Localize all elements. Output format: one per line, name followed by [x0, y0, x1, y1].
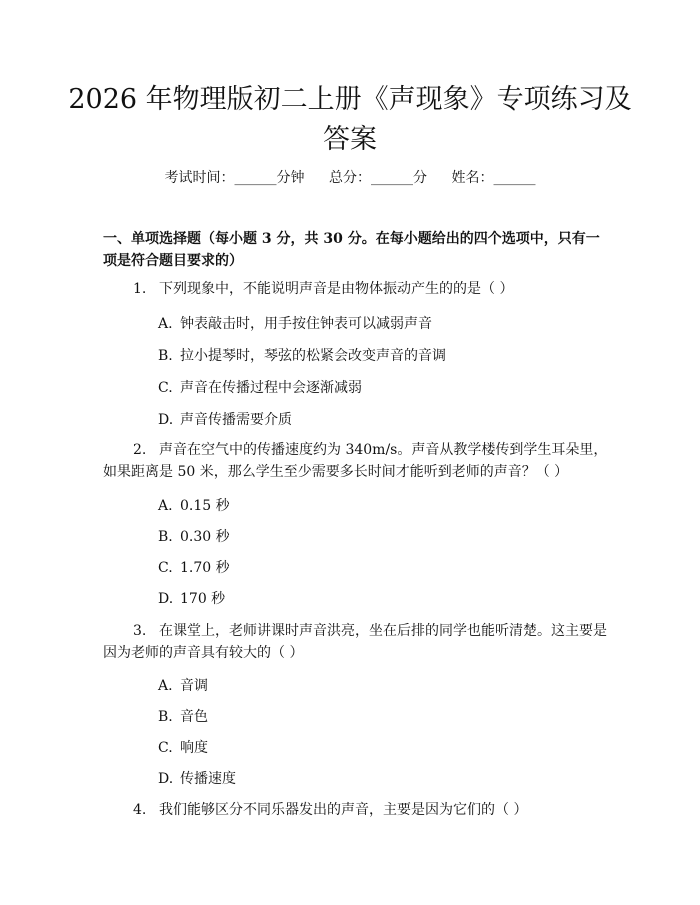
option-text: 音调 — [180, 678, 208, 694]
option-letter: B. — [158, 529, 173, 545]
question-number: 4. — [133, 802, 147, 818]
question-3 — [103, 620, 608, 664]
question-text: 下列现象中，不能说明声音是由物体振动产生的的是（ ） — [159, 281, 514, 297]
option-letter: D. — [158, 412, 174, 428]
question-4 — [103, 799, 608, 821]
option-text: 传播速度 — [180, 771, 236, 787]
q1-option-a — [158, 314, 432, 334]
question-number: 3. — [133, 623, 147, 639]
question-number: 2. — [133, 442, 147, 458]
question-1 — [103, 278, 608, 300]
q2-option-b — [158, 527, 230, 547]
option-text: 170 秒 — [180, 591, 226, 607]
option-letter: A. — [158, 678, 173, 694]
q3-option-d — [158, 769, 236, 789]
option-text: 1.70 秒 — [180, 560, 230, 576]
q3-option-a — [158, 676, 208, 696]
option-text: 钟表敲击时，用手按住钟表可以减弱声音 — [180, 316, 432, 332]
exam-meta — [0, 168, 700, 188]
document-title: 2026 年物理版初二上册《声现象》专项练习及答案 — [68, 84, 632, 155]
student-name-field: 姓名：______ — [451, 170, 536, 186]
option-text: 0.15 秒 — [180, 498, 230, 514]
option-letter: D. — [158, 771, 174, 787]
option-text: 声音传播需要介质 — [180, 412, 292, 428]
total-score-field: 总分：______分 — [329, 170, 427, 186]
option-letter: B. — [158, 348, 173, 364]
q2-option-c — [158, 558, 230, 578]
question-2 — [103, 439, 608, 483]
q1-option-c — [158, 378, 362, 398]
q3-option-c — [158, 738, 208, 758]
exam-time-field: 考试时间：______分钟 — [164, 170, 305, 186]
q2-option-a — [158, 496, 230, 516]
q1-option-b — [158, 346, 446, 366]
option-text: 音色 — [180, 709, 208, 725]
q2-option-d — [158, 589, 225, 609]
q3-option-b — [158, 707, 208, 727]
question-number: 1. — [133, 281, 147, 297]
option-text: 响度 — [180, 740, 208, 756]
option-letter: C. — [158, 740, 173, 756]
option-letter: D. — [158, 591, 174, 607]
option-letter: A. — [158, 498, 173, 514]
option-letter: C. — [158, 560, 173, 576]
question-text: 我们能够区分不同乐器发出的声音，主要是因为它们的（ ） — [159, 802, 528, 818]
option-text: 拉小提琴时，琴弦的松紧会改变声音的音调 — [180, 348, 446, 364]
question-text: 声音在空气中的传播速度约为 340m/s。声音从教学楼传到学生耳朵里，如果距离是 50 米，那么学生至少需要多长时间才能听到老师的声音？（ ） — [103, 442, 608, 480]
option-letter: C. — [158, 380, 173, 396]
section-heading: 一、单项选择题（每小题 3 分，共 30 分。在每小题给出的四个选项中，只有一项是符合题目要求的） — [103, 231, 600, 269]
option-text: 声音在传播过程中会逐渐减弱 — [180, 380, 362, 396]
option-text: 0.30 秒 — [180, 529, 230, 545]
option-letter: B. — [158, 709, 173, 725]
q1-option-d — [158, 410, 292, 430]
option-letter: A. — [158, 316, 173, 332]
question-text: 在课堂上，老师讲课时声音洪亮，坐在后排的同学也能听清楚。这主要是因为老师的声音具有较大的（ ） — [103, 623, 607, 661]
